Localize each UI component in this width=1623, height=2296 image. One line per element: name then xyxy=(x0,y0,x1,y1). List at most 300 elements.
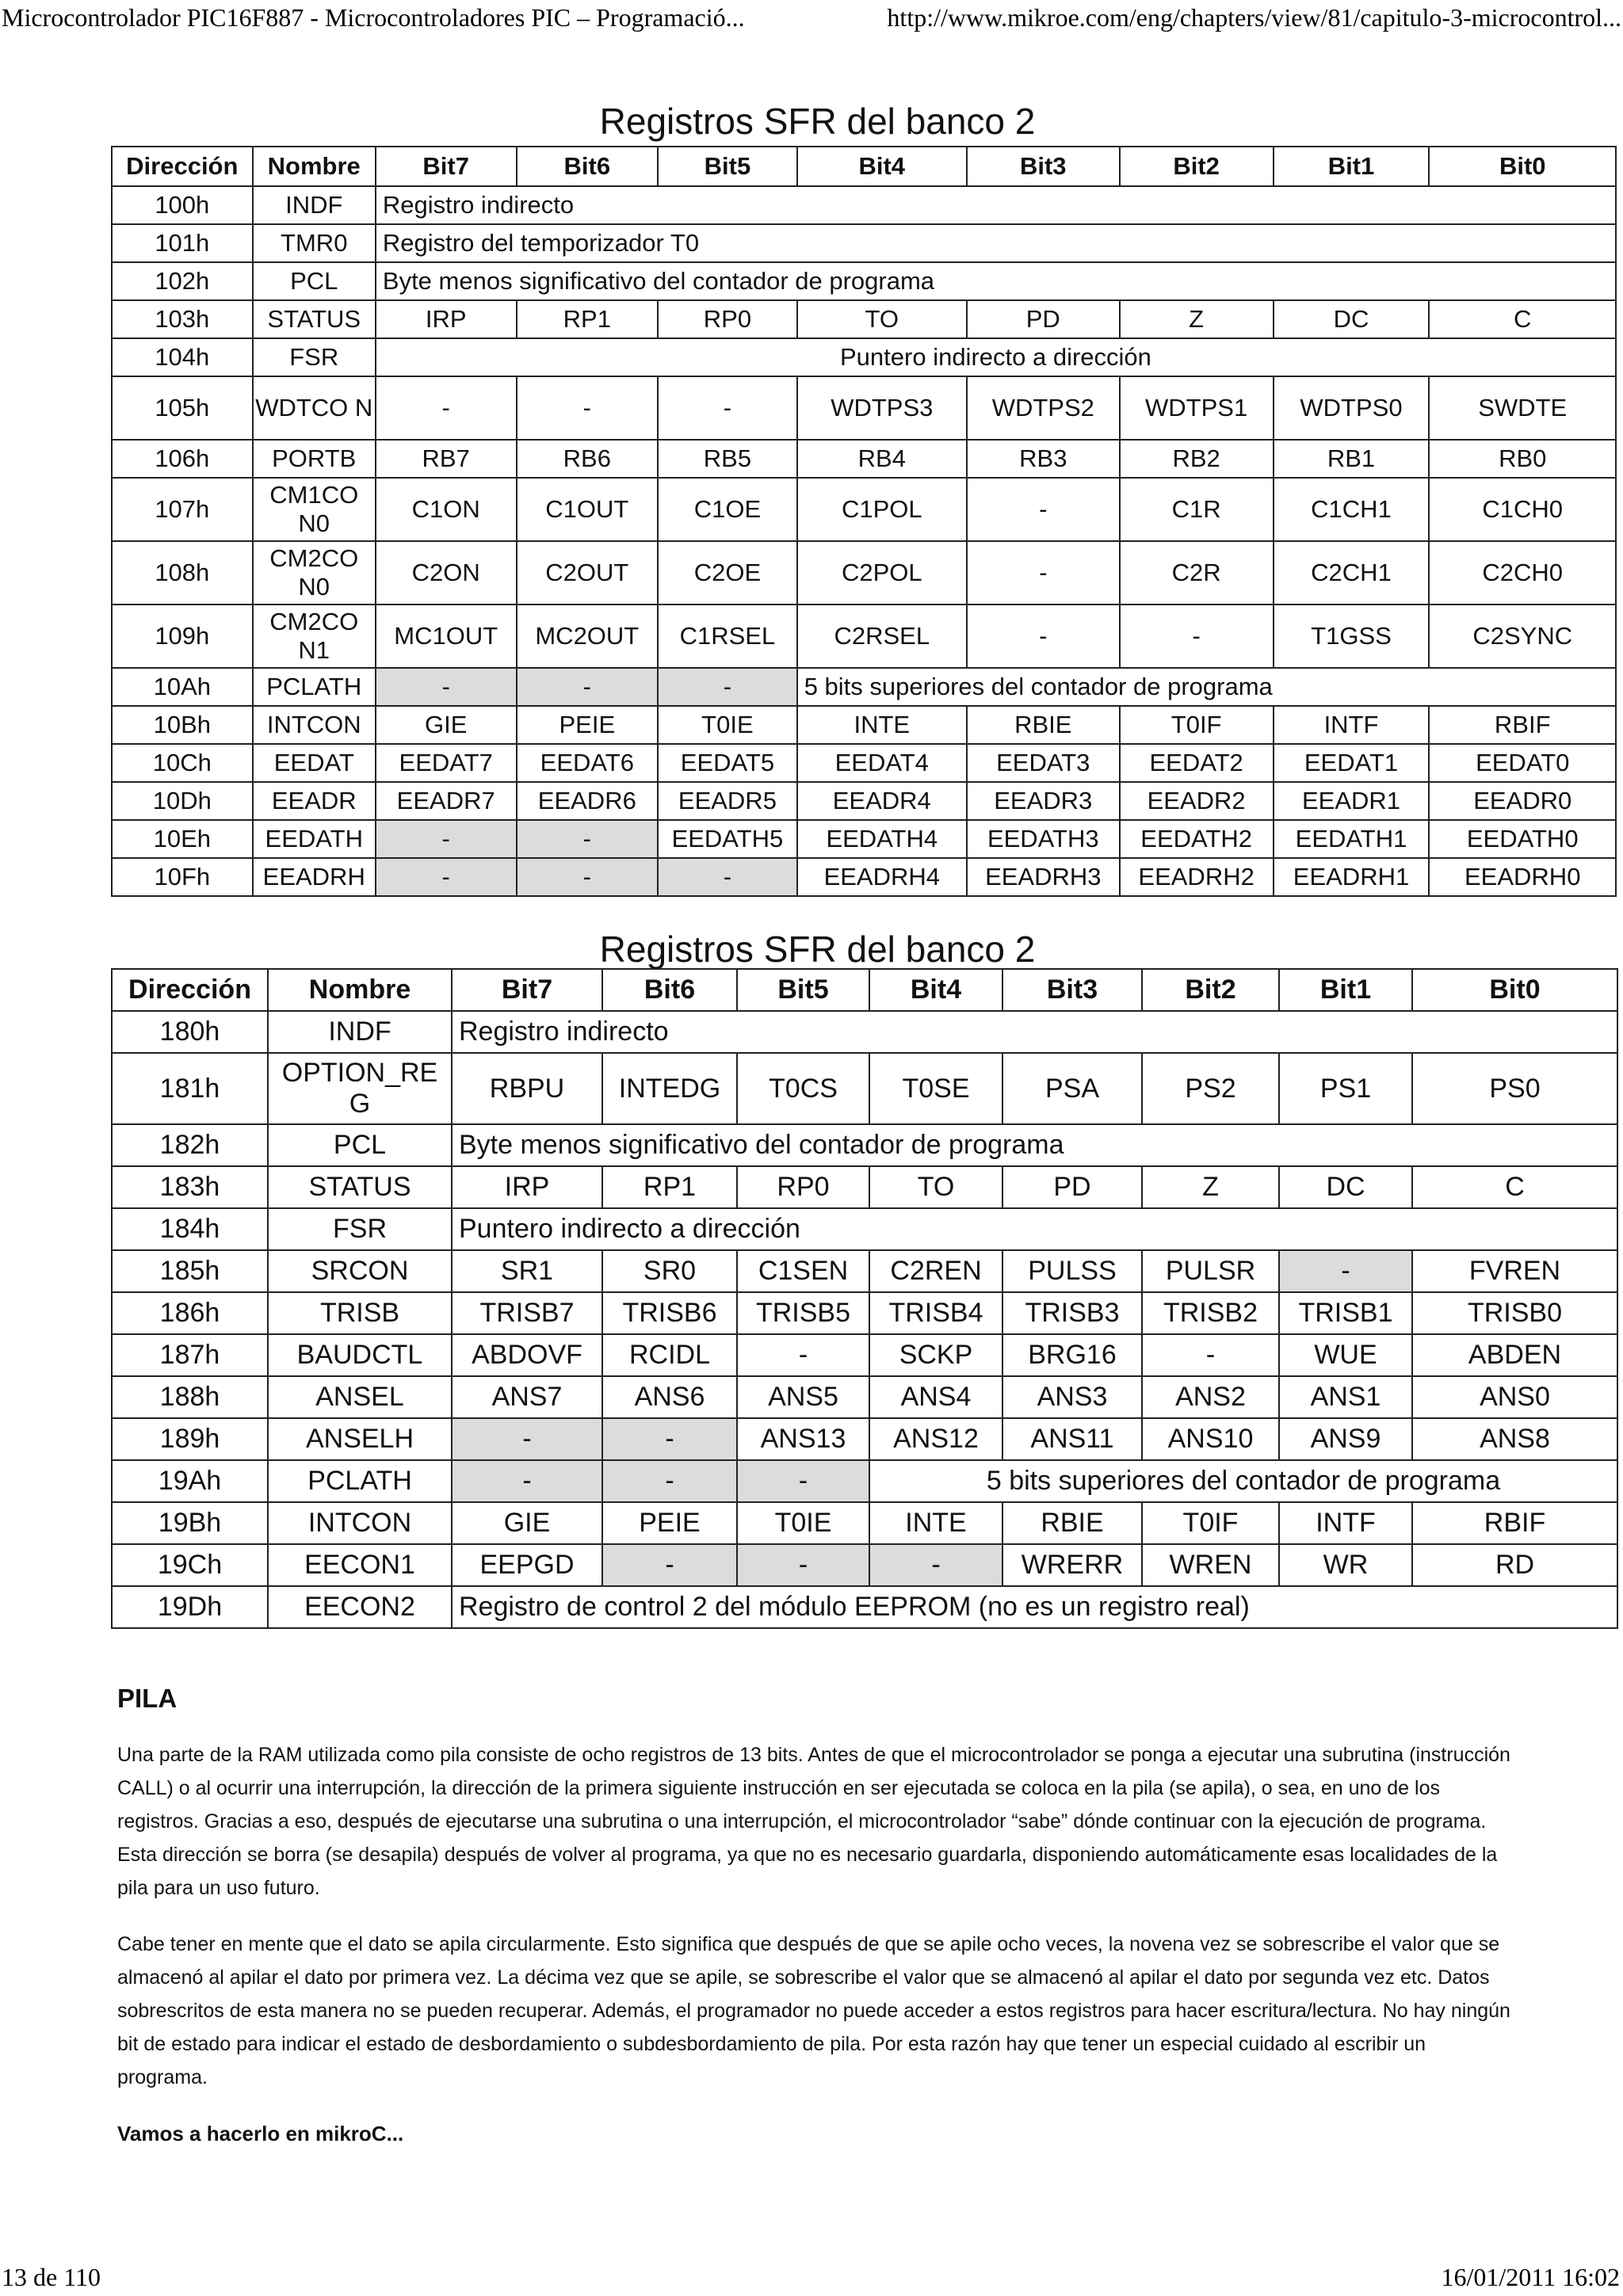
register-address: 109h xyxy=(112,605,253,668)
register-name: EECON2 xyxy=(268,1586,452,1628)
bit-cell: - xyxy=(967,541,1120,605)
bit-cell: PS1 xyxy=(1279,1053,1412,1124)
bit-cell: SR0 xyxy=(602,1250,737,1292)
bit-cell: INTF xyxy=(1274,706,1430,744)
table-row xyxy=(112,1460,1617,1502)
register-name: CM1CO N0 xyxy=(253,478,376,541)
bit-cell: - xyxy=(737,1334,869,1376)
register-name: INTCON xyxy=(253,706,376,744)
bit-cell: EEADRH0 xyxy=(1429,858,1616,896)
bit-cell: RB1 xyxy=(1274,440,1430,478)
bit-cell: - xyxy=(1142,1334,1279,1376)
bit-cell: EEDAT7 xyxy=(376,744,517,782)
register-address: 103h xyxy=(112,300,253,338)
register-address: 100h xyxy=(112,186,253,224)
bit-cell: RB0 xyxy=(1429,440,1616,478)
table-row xyxy=(112,478,1616,541)
bit-cell: - xyxy=(517,858,659,896)
paragraph-1: Una parte de la RAM utilizada como pila consiste de ocho registros de 13 bits. Antes de que el microcontrolador se ponga a ejecutar una subrutina (instrucción CALL) o al ocurrir una interrupción, la dirección de la primera siguiente instrucción en ser ejecutada se coloca en la pila (se apila), o sea, en uno de los registros. Gracias a eso, después de ejecutarse una subrutina o una interrupción, el microcontrolador “sabe” dónde continuar con la ejecución de programa. Esta dirección se borra (se desapila) después de volver al programa, ya que no es necesario guardarla, disponiendo automáticamente esas localidades de la pila para un uso futuro. xyxy=(117,1744,1510,1899)
table-row xyxy=(112,1586,1617,1628)
register-name: SRCON xyxy=(268,1250,452,1292)
bit-cell: PS0 xyxy=(1412,1053,1617,1124)
bit-cell: - xyxy=(658,668,797,706)
bit-cell: ABDOVF xyxy=(452,1334,602,1376)
bit-cell: EEADR5 xyxy=(658,782,797,820)
column-header: Bit2 xyxy=(1120,147,1274,186)
register-name: ANSELH xyxy=(268,1418,452,1460)
table-row xyxy=(112,1166,1617,1208)
bit-cell: EEDATH3 xyxy=(967,820,1120,858)
register-description: Puntero indirecto a dirección xyxy=(452,1208,1617,1250)
bit-cell: - xyxy=(967,605,1120,668)
register-address: 106h xyxy=(112,440,253,478)
bit-cell: C1SEN xyxy=(737,1250,869,1292)
register-address: 10Ah xyxy=(112,668,253,706)
table-row xyxy=(112,440,1616,478)
bit-cell: INTE xyxy=(797,706,967,744)
bit-cell: T0IF xyxy=(1120,706,1274,744)
register-name: INTCON xyxy=(268,1502,452,1544)
register-name: EEADRH xyxy=(253,858,376,896)
bit-cell: T0CS xyxy=(737,1053,869,1124)
bit-cell: ANS11 xyxy=(1002,1418,1142,1460)
bit-cell: EEDAT5 xyxy=(658,744,797,782)
bit-cell: T1GSS xyxy=(1274,605,1430,668)
bit-cell: GIE xyxy=(376,706,517,744)
bit-cell: PEIE xyxy=(517,706,659,744)
table-row xyxy=(112,744,1616,782)
bit-cell: - xyxy=(376,820,517,858)
table-row xyxy=(112,1544,1617,1586)
bit-cell: TO xyxy=(797,300,967,338)
bit-cell: EEDAT2 xyxy=(1120,744,1274,782)
bit-cell: C1OUT xyxy=(517,478,659,541)
bit-cell: EEDATH4 xyxy=(797,820,967,858)
bit-cell: EEDATH1 xyxy=(1274,820,1430,858)
bit-cell: PS2 xyxy=(1142,1053,1279,1124)
bit-cell: C2RSEL xyxy=(797,605,967,668)
table-row xyxy=(112,782,1616,820)
register-name: FSR xyxy=(268,1208,452,1250)
register-address: 19Ah xyxy=(112,1460,268,1502)
bit-cell: RBIE xyxy=(967,706,1120,744)
bit-cell: EEDAT3 xyxy=(967,744,1120,782)
bit-cell: - xyxy=(1279,1250,1412,1292)
register-name: PORTB xyxy=(253,440,376,478)
register-address: 10Dh xyxy=(112,782,253,820)
bit-cell: RB2 xyxy=(1120,440,1274,478)
paragraph-2: Cabe tener en mente que el dato se apila circularmente. Esto significa que después de que se apile ocho veces, la novena vez se sobrescribe el valor que se almacenó al apilar el dato por primera vez. La décima vez que se apile, se sobrescribe el valor que se almacenó al apilar el dato por segunda vez etc. Datos sobrescritos de esta manera no se pueden recuperar. Además, el programador no puede acceder a estos registros para hacer escritura/lectura. No hay ningún bit de estado para indicar el estado de desbordamiento o subdesbordamiento de pila. Por esta razón hay que tener un especial cuidado al escribir un programa. xyxy=(117,1933,1510,2088)
bit-cell: EEDAT4 xyxy=(797,744,967,782)
bit-cell: SCKP xyxy=(869,1334,1002,1376)
register-name: ANSEL xyxy=(268,1376,452,1418)
bit-cell: EEADRH3 xyxy=(967,858,1120,896)
bit-cell: ANS13 xyxy=(737,1418,869,1460)
register-address: 104h xyxy=(112,338,253,376)
bit-cell: INTE xyxy=(869,1502,1002,1544)
register-description: Byte menos significativo del contador de programa xyxy=(376,262,1616,300)
column-header: Bit6 xyxy=(602,969,737,1011)
register-address: 10Bh xyxy=(112,706,253,744)
bit-cell: BRG16 xyxy=(1002,1334,1142,1376)
bit-cell: - xyxy=(376,668,517,706)
register-name: INDF xyxy=(268,1011,452,1053)
bit-cell: EEADR1 xyxy=(1274,782,1430,820)
register-address: 182h xyxy=(112,1124,268,1166)
register-description: Byte menos significativo del contador de programa xyxy=(452,1124,1617,1166)
column-header: Bit0 xyxy=(1429,147,1616,186)
column-header: Dirección xyxy=(112,969,268,1011)
bit-cell: MC1OUT xyxy=(376,605,517,668)
bit-cell: INTF xyxy=(1279,1502,1412,1544)
bit-cell: - xyxy=(869,1544,1002,1586)
bit-cell: WDTPS0 xyxy=(1274,376,1430,440)
table-row xyxy=(112,186,1616,224)
bit-cell: PULSS xyxy=(1002,1250,1142,1292)
bit-cell: C xyxy=(1412,1166,1617,1208)
table-row xyxy=(112,605,1616,668)
bit-cell: RP0 xyxy=(658,300,797,338)
table-row xyxy=(112,1208,1617,1250)
register-address: 180h xyxy=(112,1011,268,1053)
bit-cell: PD xyxy=(1002,1166,1142,1208)
bit-cell: Z xyxy=(1142,1166,1279,1208)
bit-cell: ANS7 xyxy=(452,1376,602,1418)
bit-cell: ANS5 xyxy=(737,1376,869,1418)
page-header-url: http://www.mikroe.com/eng/chapters/view/81/capitulo-3-microcontrol... xyxy=(887,3,1621,32)
bit-cell: C2CH0 xyxy=(1429,541,1616,605)
page-number: 13 de 110 xyxy=(2,2263,101,2291)
register-name: WDTCO N xyxy=(253,376,376,440)
bit-cell: C2ON xyxy=(376,541,517,605)
table-row xyxy=(112,1334,1617,1376)
column-header: Bit7 xyxy=(452,969,602,1011)
bit-cell: TRISB7 xyxy=(452,1292,602,1334)
bit-cell: SWDTE xyxy=(1429,376,1616,440)
bit-cell: DC xyxy=(1279,1166,1412,1208)
bit-cell: ANS3 xyxy=(1002,1376,1142,1418)
table-row xyxy=(112,300,1616,338)
bit-cell: EEADR6 xyxy=(517,782,659,820)
column-header: Bit4 xyxy=(869,969,1002,1011)
bit-cell: WUE xyxy=(1279,1334,1412,1376)
bit-cell: SR1 xyxy=(452,1250,602,1292)
table-row xyxy=(112,224,1616,262)
bit-cell: - xyxy=(452,1418,602,1460)
bit-cell: RBIF xyxy=(1412,1502,1617,1544)
bit-cell: RB3 xyxy=(967,440,1120,478)
table-row xyxy=(112,376,1616,440)
column-header: Bit1 xyxy=(1279,969,1412,1011)
bit-cell: WDTPS1 xyxy=(1120,376,1274,440)
register-name: EEDAT xyxy=(253,744,376,782)
bit-cell: INTEDG xyxy=(602,1053,737,1124)
bit-cell: - xyxy=(376,858,517,896)
bit-cell: RB6 xyxy=(517,440,659,478)
table-row xyxy=(112,338,1616,376)
column-header: Bit7 xyxy=(376,147,517,186)
bit-cell: C1CH1 xyxy=(1274,478,1430,541)
register-address: 181h xyxy=(112,1053,268,1124)
table-row xyxy=(112,262,1616,300)
bit-cell: ANS10 xyxy=(1142,1418,1279,1460)
table-row xyxy=(112,541,1616,605)
register-name: EECON1 xyxy=(268,1544,452,1586)
table-row xyxy=(112,1250,1617,1292)
bit-cell: - xyxy=(1120,605,1274,668)
bit-cell: C1ON xyxy=(376,478,517,541)
register-name: EEDATH xyxy=(253,820,376,858)
bit-cell: IRP xyxy=(376,300,517,338)
bit-cell: PSA xyxy=(1002,1053,1142,1124)
bit-cell: C1CH0 xyxy=(1429,478,1616,541)
bit-cell: TRISB6 xyxy=(602,1292,737,1334)
bit-cell: EEDATH2 xyxy=(1120,820,1274,858)
register-description: Registro del temporizador T0 xyxy=(376,224,1616,262)
table-row xyxy=(112,858,1616,896)
bit-cell: T0IE xyxy=(658,706,797,744)
register-name: CM2CO N0 xyxy=(253,541,376,605)
register-name: TRISB xyxy=(268,1292,452,1334)
bit-cell: PD xyxy=(967,300,1120,338)
bit-cell: - xyxy=(737,1460,869,1502)
bit-cell: - xyxy=(967,478,1120,541)
register-name: STATUS xyxy=(253,300,376,338)
bit-cell: TRISB4 xyxy=(869,1292,1002,1334)
register-name: INDF xyxy=(253,186,376,224)
register-name: OPTION_RE G xyxy=(268,1053,452,1124)
bit-cell: - xyxy=(602,1544,737,1586)
bit-cell: C2R xyxy=(1120,541,1274,605)
bit-cell: EEADRH2 xyxy=(1120,858,1274,896)
column-header: Bit5 xyxy=(658,147,797,186)
register-address: 101h xyxy=(112,224,253,262)
column-header: Bit6 xyxy=(517,147,659,186)
bit-cell: WDTPS2 xyxy=(967,376,1120,440)
bit-cell: EEADR4 xyxy=(797,782,967,820)
bit-cell: RB5 xyxy=(658,440,797,478)
bit-cell: ANS4 xyxy=(869,1376,1002,1418)
bit-cell: RD xyxy=(1412,1544,1617,1586)
bit-cell: C2POL xyxy=(797,541,967,605)
table-row xyxy=(112,668,1616,706)
bit-cell: C2OUT xyxy=(517,541,659,605)
register-description: Puntero indirecto a dirección xyxy=(376,338,1616,376)
bit-cell: TO xyxy=(869,1166,1002,1208)
bit-cell: WRERR xyxy=(1002,1544,1142,1586)
bit-cell: ANS2 xyxy=(1142,1376,1279,1418)
register-address: 10Fh xyxy=(112,858,253,896)
bit-cell: MC2OUT xyxy=(517,605,659,668)
bit-cell: Z xyxy=(1120,300,1274,338)
register-address: 108h xyxy=(112,541,253,605)
column-header: Nombre xyxy=(268,969,452,1011)
bit-cell: C1R xyxy=(1120,478,1274,541)
bit-cell: DC xyxy=(1274,300,1430,338)
column-header: Bit1 xyxy=(1274,147,1430,186)
sfr-table-block-2 xyxy=(111,927,1563,1664)
bit-cell: EEADRH1 xyxy=(1274,858,1430,896)
register-name: CM2CO N1 xyxy=(253,605,376,668)
column-header: Nombre xyxy=(253,147,376,186)
bit-cell: RP0 xyxy=(737,1166,869,1208)
bit-cell: RP1 xyxy=(602,1166,737,1208)
bit-cell: EEPGD xyxy=(452,1544,602,1586)
bit-cell: ANS12 xyxy=(869,1418,1002,1460)
register-address: 107h xyxy=(112,478,253,541)
table-title: Registros SFR del banco 2 xyxy=(599,101,1036,142)
bit-cell: RCIDL xyxy=(602,1334,737,1376)
bit-cell: - xyxy=(737,1544,869,1586)
bit-cell: C1RSEL xyxy=(658,605,797,668)
bit-cell: C1POL xyxy=(797,478,967,541)
column-header: Bit2 xyxy=(1142,969,1279,1011)
table-row xyxy=(112,1418,1617,1460)
table-row xyxy=(112,706,1616,744)
register-name: TMR0 xyxy=(253,224,376,262)
bit-cell: FVREN xyxy=(1412,1250,1617,1292)
bit-cell: - xyxy=(602,1460,737,1502)
table-row xyxy=(112,1011,1617,1053)
bit-cell: C1OE xyxy=(658,478,797,541)
bit-cell: ANS8 xyxy=(1412,1418,1617,1460)
bit-cell: - xyxy=(602,1418,737,1460)
bit-cell: - xyxy=(376,376,517,440)
register-address: 188h xyxy=(112,1376,268,1418)
register-address: 183h xyxy=(112,1166,268,1208)
bit-cell: - xyxy=(517,668,659,706)
bit-cell: ANS6 xyxy=(602,1376,737,1418)
bit-cell: - xyxy=(452,1460,602,1502)
bit-cell: - xyxy=(517,376,659,440)
register-address: 10Eh xyxy=(112,820,253,858)
bit-cell: EEDAT6 xyxy=(517,744,659,782)
bit-cell: EEADR2 xyxy=(1120,782,1274,820)
register-address: 185h xyxy=(112,1250,268,1292)
register-name: EEADR xyxy=(253,782,376,820)
sfr-table xyxy=(111,968,1618,1629)
bit-cell: C xyxy=(1429,300,1616,338)
bit-cell: RP1 xyxy=(517,300,659,338)
table-row xyxy=(112,1376,1617,1418)
bit-cell: RB7 xyxy=(376,440,517,478)
column-header: Bit3 xyxy=(967,147,1120,186)
bit-cell: C2OE xyxy=(658,541,797,605)
bit-cell: C2SYNC xyxy=(1429,605,1616,668)
bit-cell: - xyxy=(658,376,797,440)
register-name: STATUS xyxy=(268,1166,452,1208)
table-row xyxy=(112,820,1616,858)
bit-cell: EEADR3 xyxy=(967,782,1120,820)
bit-cell: WDTPS3 xyxy=(797,376,967,440)
bit-cell: ABDEN xyxy=(1412,1334,1617,1376)
table-row xyxy=(112,1053,1617,1124)
mikroc-link[interactable]: Vamos a hacerlo en mikroC... xyxy=(117,2122,404,2145)
bit-cell: WR xyxy=(1279,1544,1412,1586)
register-name: BAUDCTL xyxy=(268,1334,452,1376)
bit-cell: ANS0 xyxy=(1412,1376,1617,1418)
register-name: FSR xyxy=(253,338,376,376)
bit-cell: ANS9 xyxy=(1279,1418,1412,1460)
bit-cell: RB4 xyxy=(797,440,967,478)
sfr-table xyxy=(111,146,1617,897)
print-datetime: 16/01/2011 16:02 xyxy=(1441,2263,1620,2291)
bit-cell: EEDATH5 xyxy=(658,820,797,858)
bit-cell: IRP xyxy=(452,1166,602,1208)
bit-cell: TRISB1 xyxy=(1279,1292,1412,1334)
bit-cell: TRISB3 xyxy=(1002,1292,1142,1334)
register-address: 19Bh xyxy=(112,1502,268,1544)
register-name: PCLATH xyxy=(253,668,376,706)
register-address: 184h xyxy=(112,1208,268,1250)
bit-cell: TRISB5 xyxy=(737,1292,869,1334)
register-address: 102h xyxy=(112,262,253,300)
register-address: 19Ch xyxy=(112,1544,268,1586)
register-description: 5 bits superiores del contador de programa xyxy=(869,1460,1617,1502)
bit-cell: T0IF xyxy=(1142,1502,1279,1544)
bit-cell: WREN xyxy=(1142,1544,1279,1586)
bit-cell: EEDAT1 xyxy=(1274,744,1430,782)
register-description: Registro de control 2 del módulo EEPROM (no es un registro real) xyxy=(452,1586,1617,1628)
register-address: 105h xyxy=(112,376,253,440)
column-header: Bit0 xyxy=(1412,969,1617,1011)
sfr-table-block-1 xyxy=(111,99,1581,919)
column-header: Bit4 xyxy=(797,147,967,186)
bit-cell: EEADR0 xyxy=(1429,782,1616,820)
bit-cell: T0IE xyxy=(737,1502,869,1544)
bit-cell: EEADRH4 xyxy=(797,858,967,896)
section-heading: PILA xyxy=(117,1684,178,1713)
table-row xyxy=(112,1502,1617,1544)
table-row xyxy=(112,1292,1617,1334)
register-name: PCL xyxy=(253,262,376,300)
bit-cell: GIE xyxy=(452,1502,602,1544)
register-description: Registro indirecto xyxy=(452,1011,1617,1053)
bit-cell: PULSR xyxy=(1142,1250,1279,1292)
column-header: Bit3 xyxy=(1002,969,1142,1011)
register-address: 10Ch xyxy=(112,744,253,782)
register-address: 19Dh xyxy=(112,1586,268,1628)
bit-cell: TRISB0 xyxy=(1412,1292,1617,1334)
bit-cell: EEADR7 xyxy=(376,782,517,820)
bit-cell: EEDAT0 xyxy=(1429,744,1616,782)
register-address: 189h xyxy=(112,1418,268,1460)
bit-cell: RBPU xyxy=(452,1053,602,1124)
bit-cell: RBIF xyxy=(1429,706,1616,744)
bit-cell: - xyxy=(517,820,659,858)
column-header: Bit5 xyxy=(737,969,869,1011)
bit-cell: - xyxy=(658,858,797,896)
bit-cell: ANS1 xyxy=(1279,1376,1412,1418)
register-address: 187h xyxy=(112,1334,268,1376)
register-description: Registro indirecto xyxy=(376,186,1616,224)
bit-cell: PEIE xyxy=(602,1502,737,1544)
bit-cell: RBIE xyxy=(1002,1502,1142,1544)
bit-cell: T0SE xyxy=(869,1053,1002,1124)
bit-cell: C2REN xyxy=(869,1250,1002,1292)
table-row xyxy=(112,1124,1617,1166)
register-name: PCLATH xyxy=(268,1460,452,1502)
page-header-title: Microcontrolador PIC16F887 - Microcontroladores PIC – Programació... xyxy=(2,3,745,32)
column-header: Dirección xyxy=(112,147,253,186)
bit-cell: EEDATH0 xyxy=(1429,820,1616,858)
register-address: 186h xyxy=(112,1292,268,1334)
bit-cell: TRISB2 xyxy=(1142,1292,1279,1334)
table-title: Registros SFR del banco 2 xyxy=(599,929,1036,970)
register-name: PCL xyxy=(268,1124,452,1166)
bit-cell: C2CH1 xyxy=(1274,541,1430,605)
register-description: 5 bits superiores del contador de programa xyxy=(797,668,1616,706)
